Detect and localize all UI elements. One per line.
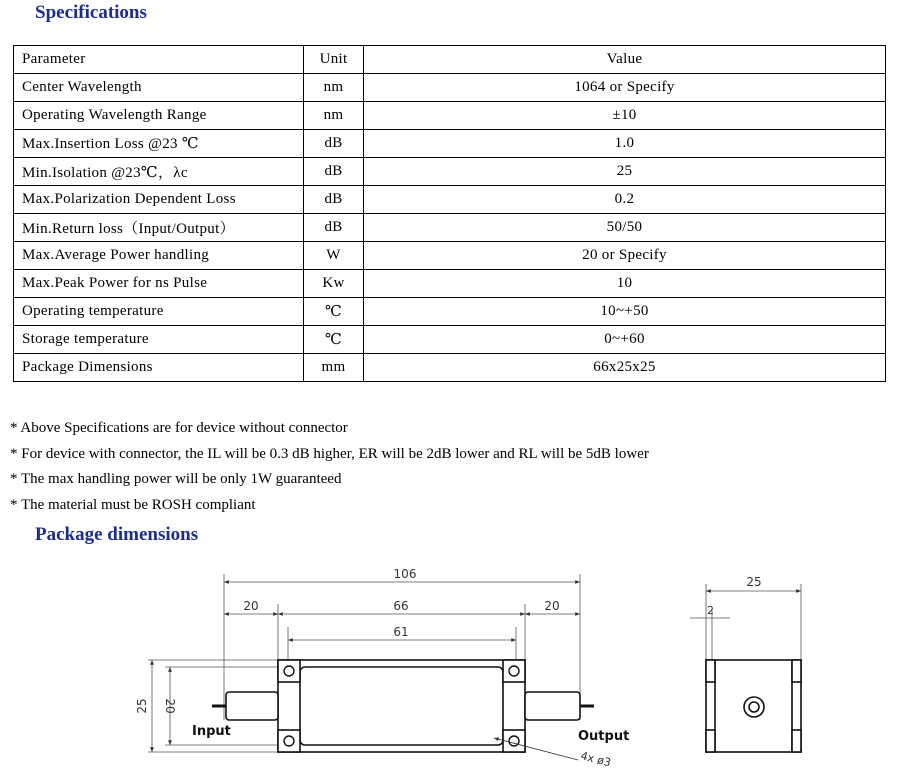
- header-unit: Unit: [304, 46, 364, 74]
- package-dimensions-title: Package dimensions: [35, 524, 199, 545]
- side-view-body: [706, 660, 801, 752]
- row-unit: dB: [304, 186, 364, 214]
- row-unit: mm: [304, 354, 364, 382]
- row-value: 25: [364, 158, 886, 186]
- row-parameter: Operating Wavelength Range: [14, 102, 304, 130]
- row-parameter: Storage temperature: [14, 326, 304, 354]
- side-dim-2-label: 2: [707, 604, 714, 617]
- row-parameter: Max.Peak Power for ns Pulse: [14, 270, 304, 298]
- row-parameter: Package Dimensions: [14, 354, 304, 382]
- row-parameter: Max.Average Power handling: [14, 242, 304, 270]
- note-item: * The material must be ROSH compliant: [10, 496, 256, 513]
- input-label: Input: [192, 724, 231, 739]
- header-value: Value: [364, 46, 886, 74]
- row-value: 0~+60: [364, 326, 886, 354]
- dim-25-height-label: 25: [135, 698, 149, 714]
- dim-61-label: 61: [393, 625, 409, 639]
- row-parameter: Max.Insertion Loss @23 ℃: [14, 130, 304, 158]
- dim-20-left-label: 20: [243, 599, 259, 613]
- row-unit: Kw: [304, 270, 364, 298]
- row-value: ±10: [364, 102, 886, 130]
- row-parameter: Operating temperature: [14, 298, 304, 326]
- row-value: 0.2: [364, 186, 886, 214]
- dim-106-label: 106: [393, 567, 417, 581]
- row-unit: dB: [304, 214, 364, 242]
- dim-20-height-label: 20: [163, 698, 177, 714]
- row-unit: W: [304, 242, 364, 270]
- row-parameter: Min.Return loss（Input/Output）: [14, 214, 304, 242]
- row-value: 10: [364, 270, 886, 298]
- holes-label: 4x ø3: [579, 749, 613, 770]
- row-value: 1064 or Specify: [364, 74, 886, 102]
- row-value: 10~+50: [364, 298, 886, 326]
- row-unit: ℃: [304, 326, 364, 354]
- isolator-body: [278, 660, 525, 752]
- row-value: 66x25x25: [364, 354, 886, 382]
- specifications-title: Specifications: [35, 2, 147, 23]
- row-value: 1.0: [364, 130, 886, 158]
- row-value: 50/50: [364, 214, 886, 242]
- row-parameter: Min.Isolation @23℃，λc: [14, 158, 304, 186]
- dim-20-right-label: 20: [544, 599, 560, 613]
- row-unit: nm: [304, 102, 364, 130]
- row-parameter: Max.Polarization Dependent Loss: [14, 186, 304, 214]
- side-dim-25-label: 25: [746, 575, 762, 589]
- row-unit: nm: [304, 74, 364, 102]
- row-value: 20 or Specify: [364, 242, 886, 270]
- row-unit: dB: [304, 130, 364, 158]
- row-parameter: Center Wavelength: [14, 74, 304, 102]
- header-parameter: Parameter: [14, 46, 304, 74]
- note-item: * The max handling power will be only 1W guaranteed: [10, 471, 342, 487]
- row-unit: ℃: [304, 298, 364, 326]
- note-item: * For device with connector, the IL will be 0.3 dB higher, ER will be 2dB lower and RL will be 5dB lower: [10, 445, 649, 462]
- output-label: Output: [578, 729, 630, 744]
- dim-66-label: 66: [393, 599, 409, 613]
- row-unit: dB: [304, 158, 364, 186]
- note-item: * Above Specifications are for device without connector: [10, 420, 348, 436]
